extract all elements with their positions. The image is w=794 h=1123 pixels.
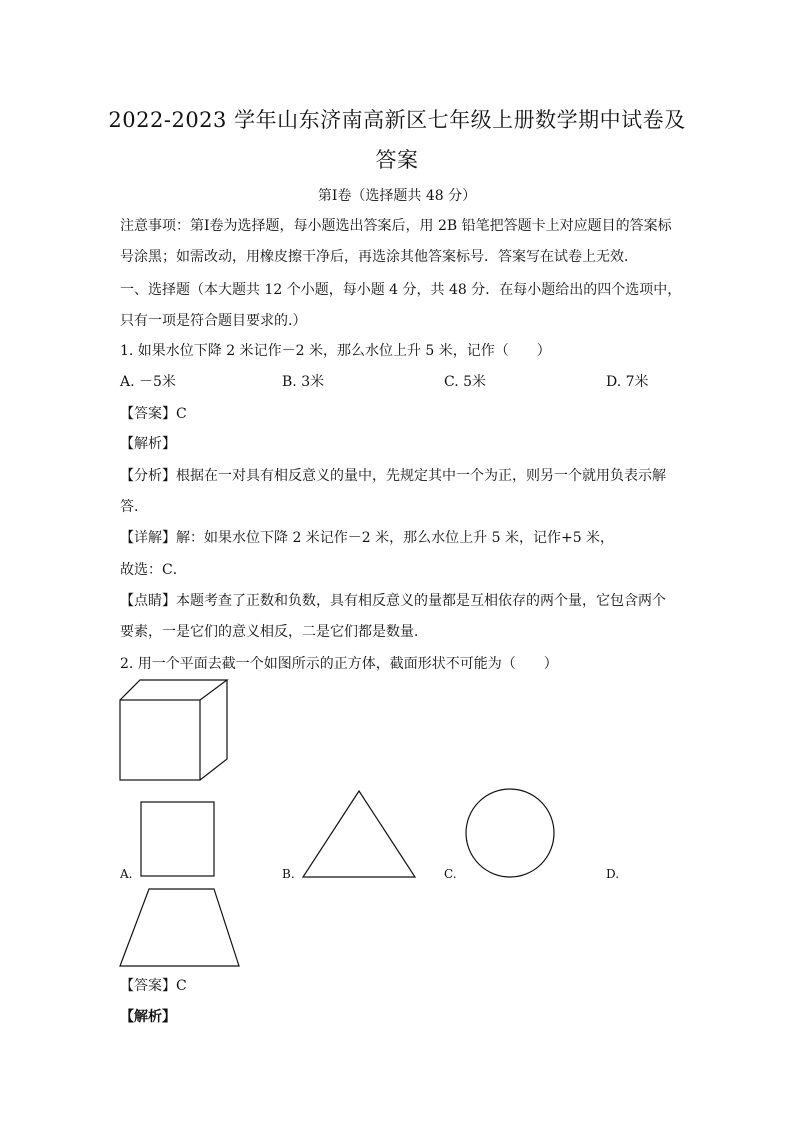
q2-option-d: D. bbox=[606, 867, 620, 881]
cube-side-face bbox=[200, 680, 227, 780]
notice-line1: 注意事项：第Ⅰ卷为选择题，每小题选出答案后，用 2B 铅笔把答题卡上对应题目的答案标 bbox=[120, 218, 672, 234]
q1-analysis-line1: 【分析】根据在一对具有相反意义的量中，先规定其中一个为正，则另一个就用负表示解 bbox=[120, 468, 666, 484]
option-a-square-figure bbox=[140, 801, 216, 877]
q1-option-d: D. 7米 bbox=[606, 374, 649, 390]
option-d-trapezoid-figure bbox=[119, 888, 243, 968]
notice-line2: 号涂黑；如需改动，用橡皮擦干净后，再选涂其他答案标号．答案写在试卷上无效． bbox=[120, 249, 638, 265]
option-b-triangle-figure bbox=[302, 790, 418, 880]
square-shape bbox=[141, 802, 214, 876]
q1-option-a: A. －5米 bbox=[120, 374, 176, 390]
q2-option-c: C. bbox=[444, 867, 457, 881]
cube-front-face bbox=[120, 700, 200, 780]
cube-figure bbox=[119, 679, 231, 781]
q1-analysis-label: 【解析】 bbox=[120, 436, 176, 452]
part1-instruction-line2: 只有一项是符合题目要求的.） bbox=[120, 313, 307, 329]
q2-option-a: A. bbox=[120, 867, 133, 881]
trapezoid-shape bbox=[120, 889, 239, 966]
q1-choose: 故选：C． bbox=[120, 562, 187, 578]
q1-answer: 【答案】C bbox=[120, 406, 187, 422]
option-c-circle-figure bbox=[465, 788, 557, 880]
q1-option-b: B. 3米 bbox=[282, 374, 325, 390]
cube-top-face bbox=[120, 680, 227, 700]
q1-stem: 1. 如果水位下降 2 米记作－2 米，那么水位上升 5 米，记作（ ） bbox=[120, 343, 551, 359]
document-title-line2: 答案 bbox=[375, 148, 419, 172]
q2-option-b: B. bbox=[282, 867, 295, 881]
q1-comment-line1: 【点睛】本题考查了正数和负数，具有相反意义的量都是互相依存的两个量，它包含两个 bbox=[120, 593, 666, 609]
q2-answer: 【答案】C bbox=[120, 978, 187, 994]
circle-shape bbox=[466, 789, 554, 877]
q1-detail: 【详解】解：如果水位下降 2 米记作－2 米，那么水位上升 5 米，记作+5 米， bbox=[120, 530, 615, 546]
q2-stem: 2. 用一个平面去截一个如图所示的正方体，截面形状不可能为（ ） bbox=[120, 656, 558, 672]
q1-comment-line2: 要素，一是它们的意义相反，二是它们都是数量． bbox=[120, 624, 428, 640]
q2-analysis-label: 【解析】 bbox=[120, 1009, 176, 1025]
triangle-shape bbox=[303, 791, 415, 877]
section-header: 第Ⅰ卷（选择题共 48 分） bbox=[317, 188, 477, 204]
q1-analysis-line2: 答. bbox=[120, 499, 139, 515]
document-title-line1: 2022-2023 学年山东济南高新区七年级上册数学期中试卷及 bbox=[108, 108, 686, 132]
part1-instruction-line1: 一、选择题（本大题共 12 个小题，每小题 4 分，共 48 分．在每小题给出的四个选项中， bbox=[120, 282, 682, 298]
q1-option-c: C. 5米 bbox=[444, 374, 487, 390]
